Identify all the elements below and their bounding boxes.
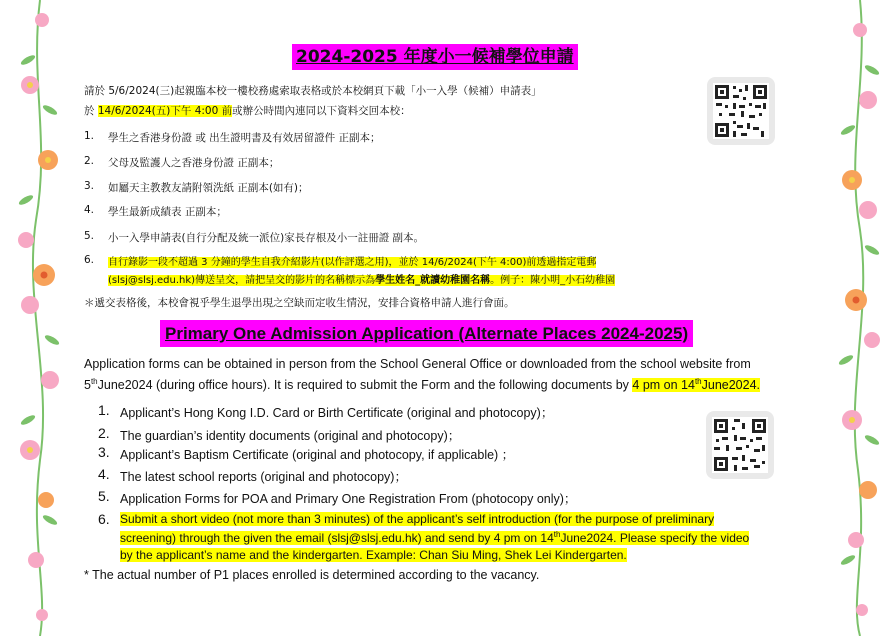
en-item-1-number: 1. [98,402,110,418]
qr-code-bottom [706,411,774,479]
floral-border-right [816,0,896,636]
intro-en-line2 [84,373,760,394]
en-item-6-line1-text: Submit a short video (not more than 3 minutes) of the applicant’s self introduction (for the purpose of preliminary [120,512,715,526]
note-zh: ＊遞交表格後，本校會視乎學生退學出現之空缺而定收生情況，安排合資格申請人進行會面。 [84,297,515,309]
en-item-3-number: 3. [98,444,110,460]
intro-en-deadline-b: June2024. [701,378,761,393]
intro-en-deadline-a: 4 pm on 14 [632,378,695,393]
en-item-6-line3 [120,548,627,562]
intro-en-deadline-sup: th [694,377,702,386]
intro-en-date-a: 5 [84,378,91,393]
zh-item-6-line1 [108,253,596,268]
zh-item-5-text: 小一入學申請表(自行分配及統一派位)家長存根及小一註冊證 副本。 [108,232,425,244]
en-item-1-text: Applicant’s Hong Kong I.D. Card or Birth Certificate (original and photocopy)； [120,406,554,420]
intro-zh-line2 [84,104,411,118]
zh-item-2-number: 2. [84,155,95,167]
en-item-6-line3-text: by the applicant’s name and the kindergarten. Example: Chan Siu Ming, Shek Lei Kindergarten. [120,548,627,562]
en-item-6-line2-b: June2024. Please specify the video [560,531,750,545]
en-item-6-number: 6. [98,511,110,527]
page-title-en: Primary One Admission Application (Alternate Places 2024-2025) [160,320,693,347]
zh-item-1-number: 1. [84,130,95,142]
zh-item-6-line2 [108,271,615,286]
intro-en-date-sup: th [90,377,98,386]
intro-zh-prefix: 於 [84,105,98,117]
zh-item-2-text: 父母及監護人之香港身份證 正副本； [108,157,280,169]
en-item-6-line2-sup: th [553,530,561,539]
en-item-6-line2-a: screening) through the given the email (slsj@slsj.edu.hk) and send by 4 pm on 14 [120,531,554,545]
zh-item-3-number: 3. [84,180,95,192]
en-item-5-text: Application Forms for POA and Primary One Registration From (photocopy only)； [120,492,577,506]
zh-item-6-line2-prefix: (slsj@slsj.edu.hk)傳送呈交，請把呈交的影片的名稱標示為 [108,275,376,286]
zh-item-3-text: 如屬天主教教友請附領洗紙 正副本(如有)； [108,182,309,194]
intro-en-deadline [632,378,760,392]
en-item-6-line2-text [120,531,749,545]
page-title-zh: 2024-2025 年度小一候補學位申請 [292,44,578,70]
intro-en-line2-text: June2024 (during office hours). It is required to submit the Form and the following documents by [97,378,633,393]
zh-item-6-number: 6. [84,254,95,266]
en-item-3-text: Applicant’s Baptism Certificate (original and photocopy, if applicable) ； [120,448,515,462]
zh-item-5-number: 5. [84,230,95,242]
zh-item-4-number: 4. [84,204,95,216]
qr-code-top [707,77,775,145]
en-item-4-text: The latest school reports (original and photocopy)； [120,470,407,484]
en-item-4-number: 4. [98,466,110,482]
en-item-6-line2 [120,530,749,545]
en-item-2-number: 2. [98,425,110,441]
en-item-5-number: 5. [98,488,110,504]
floral-border-left [0,0,80,636]
zh-item-4-text: 學生最新成績表 正副本； [108,206,227,218]
intro-zh-deadline: 14/6/2024(五)下午 4:00 前 [97,105,233,117]
intro-zh-suffix: 或辦公時間內連同以下資料交回本校： [232,105,411,117]
zh-item-1-text: 學生之香港身份證 或 出生證明書及有效居留證件 正副本； [108,132,381,144]
intro-en-line1: Application forms can be obtained in person from the School General Office or downloaded from the school website from [84,357,751,371]
note-en: * The actual number of P1 places enrolled is determined according to the vacancy. [84,568,540,582]
zh-item-6-line2-bold: 學生姓名_就讀幼稚園名稱 [375,275,491,286]
en-item-6-line1 [120,512,714,526]
en-item-2-text: The guardian’s identity documents (original and photocopy)； [120,429,461,443]
zh-item-6-line2-suffix: 。例子：陳小明_小石幼稚園 [490,275,616,286]
intro-zh-line1: 請於 5/6/2024(三)起親臨本校一樓校務處索取表格或於本校網頁下載「小一入學（候補）申請表」 [84,85,542,97]
zh-item-6-line1-text: 自行錄影一段不超過 3 分鐘的學生自我介紹影片(以作評選之用)，並於 14/6/2024(下午 4:00)前透過指定電郵 [108,257,597,268]
